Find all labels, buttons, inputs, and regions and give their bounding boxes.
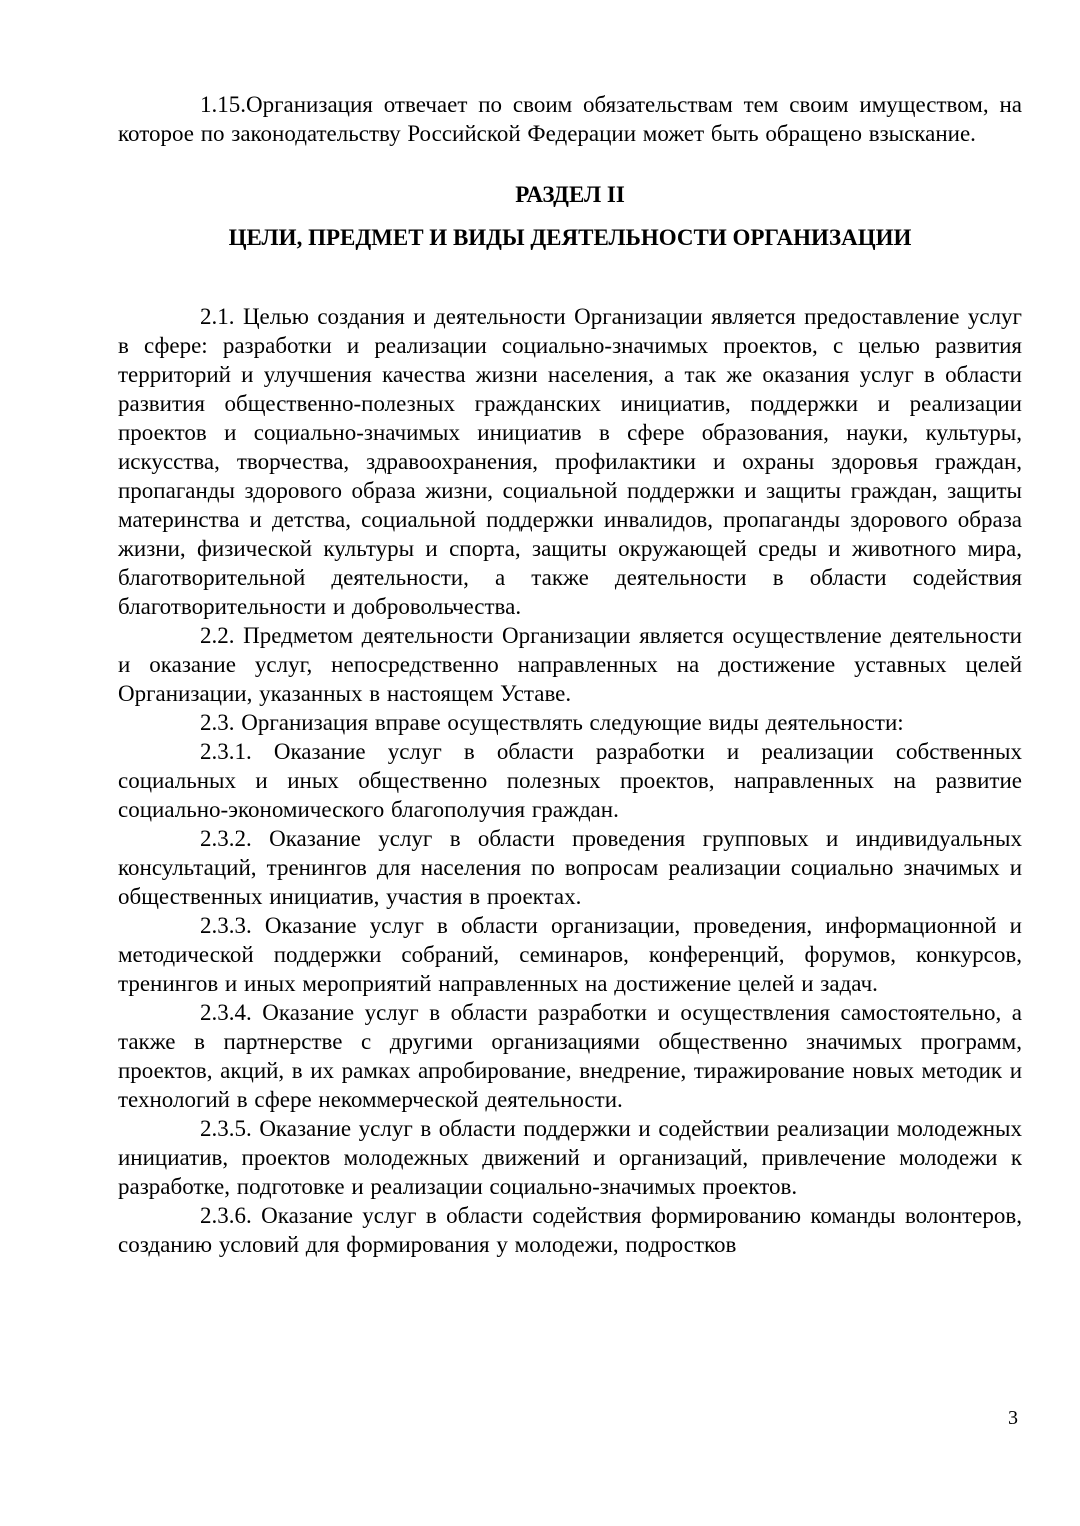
page-number: 3 xyxy=(1008,1407,1018,1429)
paragraph-2-3-3: 2.3.3. Оказание услуг в области организации, проведения, информационной и методической поддержки собраний, семинаров, конференций, форумов, конкурсов, тренингов и иных мероприятий направленных на достижение целей и задач. xyxy=(118,913,1022,996)
section-label-heading: РАЗДЕЛ II xyxy=(515,182,625,207)
paragraph-2-3-1: 2.3.1. Оказание услуг в области разработки и реализации собственных социальных и иных общественно полезных проектов, направленных на развитие социально-экономического благополучия граждан. xyxy=(118,739,1022,822)
paragraph-1-15: 1.15.Организация отвечает по своим обязательствам тем своим имуществом, на которое по законодательству Российской Федерации может быть обращено взыскание. xyxy=(118,92,1022,146)
paragraph-2-3-6: 2.3.6. Оказание услуг в области содействия формированию команды волонтеров, созданию условий для формирования у молодежи, подростков xyxy=(118,1203,1022,1257)
paragraph-2-3-4: 2.3.4. Оказание услуг в области разработки и осуществления самостоятельно, а также в партнерстве с другими организациями общественно значимых программ, проектов, акций, в их рамках апробирование, внедрение, тиражирование новых методик и технологий в сфере некоммерческой деятельности. xyxy=(118,1000,1022,1112)
section-title-heading: ЦЕЛИ, ПРЕДМЕТ И ВИДЫ ДЕЯТЕЛЬНОСТИ ОРГАНИЗАЦИИ xyxy=(228,225,912,250)
paragraph-2-3-2: 2.3.2. Оказание услуг в области проведения групповых и индивидуальных консультаций, тренингов для населения по вопросам реализации социально значимых и общественных инициатив, участия в проектах. xyxy=(118,826,1022,909)
paragraph-2-2: 2.2. Предметом деятельности Организации является осуществление деятельности и оказание услуг, непосредственно направленных на достижение уставных целей Организации, указанных в настоящем Уставе. xyxy=(118,623,1022,706)
paragraph-2-3-5: 2.3.5. Оказание услуг в области поддержки и содействии реализации молодежных инициатив, проектов молодежных движений и организаций, привлечение молодежи к разработке, подготовке и реализации социально-значимых проектов. xyxy=(118,1116,1022,1199)
paragraph-2-3: 2.3. Организация вправе осуществлять следующие виды деятельности: xyxy=(200,710,904,735)
paragraph-2-1: 2.1. Целью создания и деятельности Организации является предоставление услуг в сфере: разработки и реализации социально-значимых проектов, с целью развития территорий и улучшения качества жизни населения, а так же оказания услуг в области развития общественно-полезных гражданских инициатив, поддержки и реализации проектов и социально-значимых инициатив в сфере образования, науки, культуры, искусства, творчества, здравоохранения, профилактики и охраны здоровья граждан, пропаганды здорового образа жизни, социальной поддержки и защиты граждан, защиты материнства и детства, социальной поддержки инвалидов, пропаганды здорового образа жизни, физической культуры и спорта, защиты окружающей среды и животного мира, благотворительной деятельности, а также деятельности в области содействия благотворительности и добровольчества. xyxy=(118,304,1022,619)
